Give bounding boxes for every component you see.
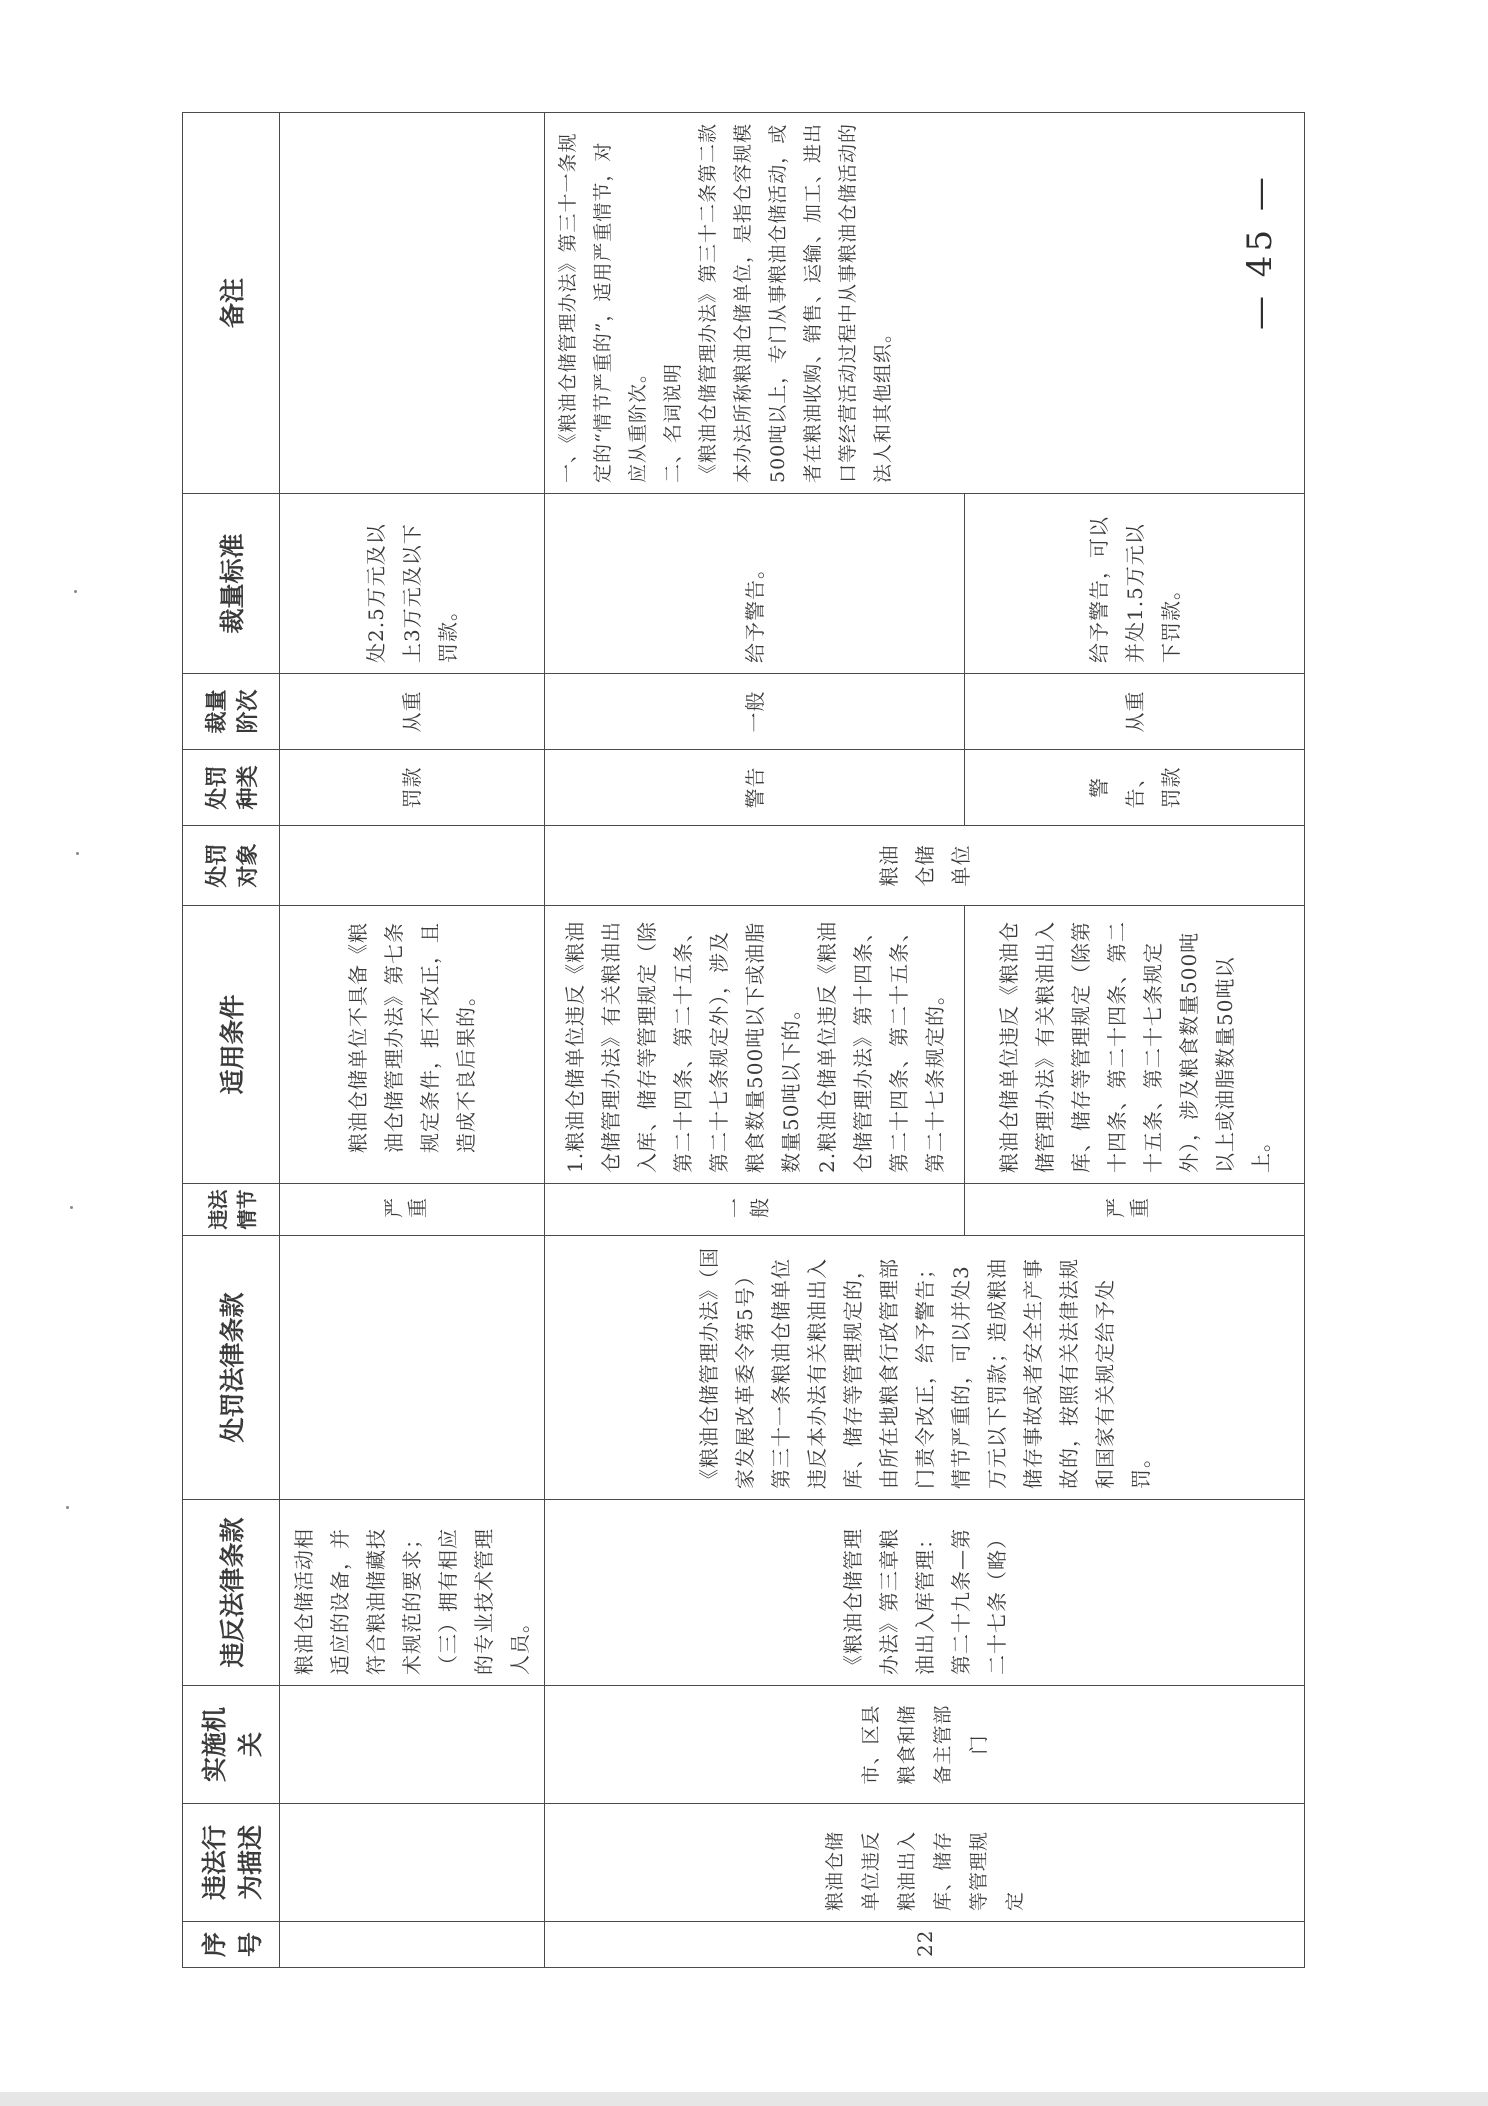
prev-target <box>280 826 545 906</box>
row22-general-level: 一般 <box>545 674 965 750</box>
page-number: — 45 — <box>1240 173 1280 330</box>
prev-penalty-type: 罚款 <box>280 750 545 826</box>
scan-speck <box>66 1506 69 1509</box>
row22-serious-condition: 粮油仓储单位违反《粮油仓储管理办法》有关粮油出入库、储存等管理规定（除第十四条、第二十四条、第二十五条、第二十七条规定外），涉及粮食数量500吨以上或油脂数量50吨以上。 <box>965 906 1305 1184</box>
prev-agency <box>280 1686 545 1804</box>
prev-row <box>280 113 545 1968</box>
scan-speck <box>74 590 77 593</box>
prev-remarks <box>280 113 545 494</box>
scan-speck <box>70 1206 73 1209</box>
header-penalty-clause: 处罚法律条款 <box>183 1236 280 1500</box>
row22-general-standard: 给予警告。 <box>545 494 965 674</box>
prev-violated: 粮油仓储活动相适应的设备，并符合粮油储藏技术规范的要求；（三）拥有相应的专业技术管理人员。 <box>280 1500 545 1686</box>
row22-general-penalty-type: 警告 <box>545 750 965 826</box>
row22-seq: 22 <box>545 1922 1305 1968</box>
header-standard: 裁量标准 <box>183 494 280 674</box>
row22-general <box>545 113 965 1968</box>
row22-remarks: 一、《粮油仓储管理办法》第三十一条规定的“情节严重的”，适用严重情节，对应从重阶次。 二、名词说明 《粮油仓储管理办法》第三十二条第二款 本办法所称粮油仓储单位，是指仓容规模500吨以上，专门从事粮油仓储活动，或者在粮油收购、销售、运输、加工、进出口等经营活动过程中从事粮油仓储活动的法人和其他组织。 <box>545 113 1305 494</box>
header-row <box>183 113 280 1968</box>
row22-serious-penalty-type: 警告、罚款 <box>965 750 1305 826</box>
scan-speck <box>76 852 79 855</box>
header-condition: 适用条件 <box>183 906 280 1184</box>
row22-serious-level: 从重 <box>965 674 1305 750</box>
header-level: 裁量阶次 <box>183 674 280 750</box>
prev-condition: 粮油仓储单位不具备《粮油仓储管理办法》第七条规定条件，拒不改正，且造成不良后果的。 <box>280 906 545 1184</box>
row22-violated: 《粮油仓储管理办法》第三章粮油出入库管理：第二十九条—第二十七条（略） <box>545 1500 1305 1686</box>
prev-behavior <box>280 1804 545 1922</box>
scan-edge <box>0 2092 1488 2106</box>
row22-general-circumstance: 一般 <box>545 1184 965 1236</box>
prev-level: 从重 <box>280 674 545 750</box>
row22-agency: 市、区县粮食和储备主管部门 <box>545 1686 1305 1804</box>
header-behavior: 违法行为描述 <box>183 1804 280 1922</box>
row22-serious-circumstance: 严重 <box>965 1184 1305 1236</box>
row22-general-condition: 1.粮油仓储单位违反《粮油仓储管理办法》有关粮油出入库、储存等管理规定（除第二十四条、第二十五条、第二十七条规定外），涉及粮食数量500吨以下或油脂数量50吨以下的。 2.粮油仓储单位违反《粮油仓储管理办法》第十四条、第二十四条、第二十五条、第二十七条规定的。 <box>545 906 965 1184</box>
header-penalty-type: 处罚种类 <box>183 750 280 826</box>
header-circumstance: 违法情节 <box>183 1184 280 1236</box>
header-target: 处罚对象 <box>183 826 280 906</box>
row22-target: 粮油仓储单位 <box>545 826 1305 906</box>
header-remarks: 备注 <box>183 113 280 494</box>
header-agency: 实施机关 <box>183 1686 280 1804</box>
prev-penalty-clause <box>280 1236 545 1500</box>
row22-penalty-clause: 《粮油仓储管理办法》（国家发展改革委令第5号）第三十一条粮油仓储单位违反本办法有关粮油出入库、储存等管理规定的，由所在地粮食行政管理部门责令改正，给予警告；情节严重的，可以并处3万元以下罚款；造成粮油储存事故或者安全生产事故的，按照有关法律法规和国家有关规定给予处罚。 <box>545 1236 1305 1500</box>
penalty-discretion-table <box>182 112 1305 1968</box>
row22-serious-standard: 给予警告，可以并处1.5万元以下罚款。 <box>965 494 1305 674</box>
header-violated-clause: 违反法律条款 <box>183 1500 280 1686</box>
prev-circumstance: 严重 <box>280 1184 545 1236</box>
row22-behavior: 粮油仓储单位违反粮油出入库、储存等管理规定 <box>545 1804 1305 1922</box>
header-seq: 序号 <box>183 1922 280 1968</box>
prev-standard: 处2.5万元及以上3万元及以下罚款。 <box>280 494 545 674</box>
prev-seq <box>280 1922 545 1968</box>
